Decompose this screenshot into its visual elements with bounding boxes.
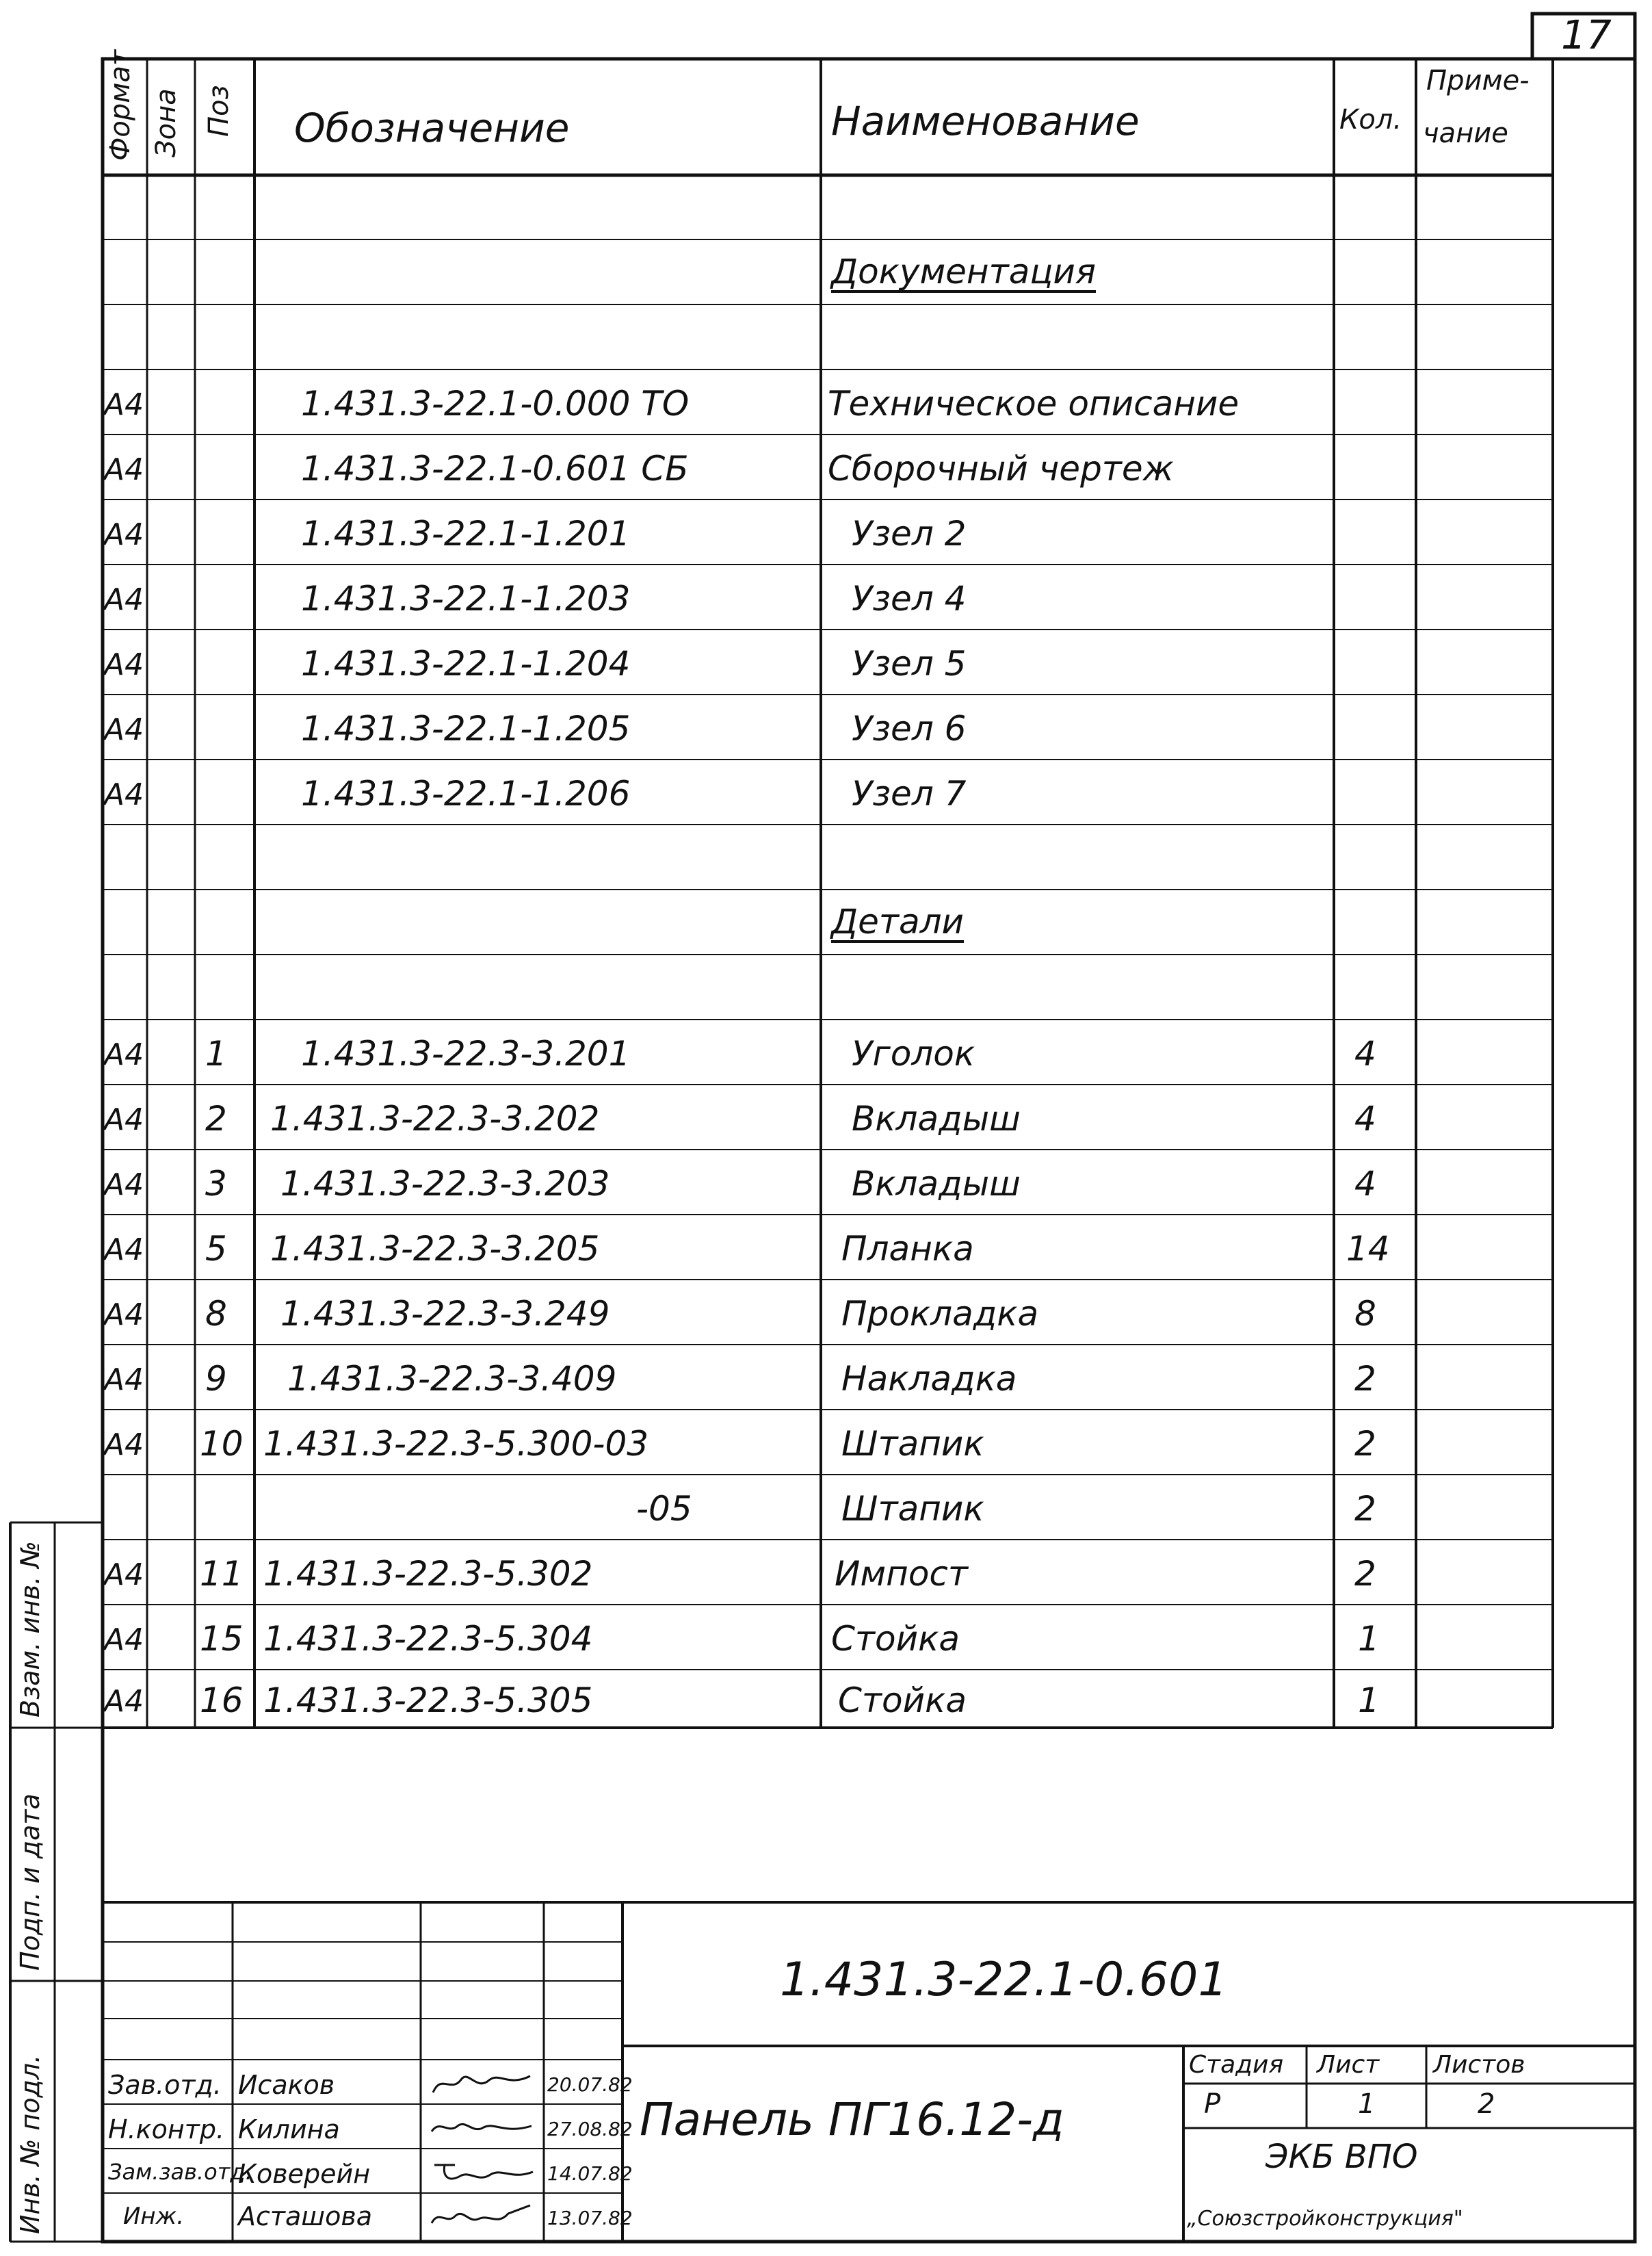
cell-designation: 1.431.3-22.1-1.204	[301, 644, 631, 684]
cell-name: Штапик	[841, 1489, 984, 1529]
cell-designation: 1.431.3-22.3-3.203	[280, 1164, 610, 1204]
cell-name: Техническое описание	[828, 384, 1240, 424]
cell-name: Узел 5	[852, 644, 967, 684]
cell-pos: 15	[200, 1619, 244, 1659]
signer-date: 27.08.82	[547, 2118, 633, 2140]
header-zone: Зона	[150, 88, 182, 157]
cell-format: А4	[104, 1622, 144, 1657]
cell-format: А4	[104, 452, 144, 487]
cell-designation: 1.431.3-22.3-3.249	[280, 1294, 610, 1334]
cell-qty: 2	[1354, 1489, 1376, 1529]
cell-qty: 8	[1354, 1294, 1376, 1334]
side-label-replace-inv: Взам. инв. №	[15, 1540, 45, 1717]
cell-designation: 1.431.3-22.1-1.205	[301, 709, 631, 749]
cell-format: А4	[104, 1232, 144, 1267]
cell-qty: 14	[1346, 1229, 1390, 1269]
sheet-label: Лист	[1317, 2051, 1380, 2079]
signer-role: Зам.зав.отд.	[108, 2159, 252, 2185]
cell-pos: 5	[205, 1229, 227, 1269]
cell-format: А4	[104, 1427, 144, 1462]
cell-qty: 2	[1354, 1359, 1376, 1399]
signer-date: 20.07.82	[547, 2073, 633, 2096]
cell-format: А4	[104, 582, 144, 617]
cell-format: А4	[104, 1362, 144, 1397]
header-pos: Поз	[203, 85, 235, 137]
cell-pos: 3	[205, 1164, 227, 1204]
cell-designation: 1.431.3-22.3-5.304	[263, 1619, 593, 1659]
organization-line1: ЭКБ ВПО	[1266, 2138, 1418, 2176]
cell-pos: 1	[205, 1034, 227, 1074]
cell-qty: 4	[1354, 1034, 1376, 1074]
cell-name: Уголок	[852, 1034, 975, 1074]
cell-format: А4	[104, 1037, 144, 1072]
header-format: Формат	[105, 49, 136, 161]
stage-value: Р	[1204, 2088, 1221, 2120]
cell-designation: 1.431.3-22.3-5.302	[263, 1554, 593, 1594]
cell-name: Прокладка	[841, 1294, 1039, 1334]
cell-qty: 2	[1354, 1554, 1376, 1594]
cell-qty: 2	[1354, 1424, 1376, 1464]
cell-format: А4	[104, 1102, 144, 1137]
cell-format: А4	[104, 387, 144, 422]
cell-pos: 16	[200, 1681, 244, 1720]
cell-format: А4	[104, 777, 144, 812]
cell-name: Вкладыш	[852, 1099, 1021, 1139]
signature	[428, 2155, 537, 2188]
cell-name: Узел 6	[852, 709, 967, 749]
cell-pos: 9	[205, 1359, 227, 1399]
cell-name: Импост	[835, 1554, 969, 1594]
signer-name: Исаков	[238, 2070, 335, 2100]
cell-designation: 1.431.3-22.1-1.206	[301, 774, 631, 814]
header-note-line2: чание	[1423, 118, 1508, 149]
signature	[428, 2111, 537, 2144]
cell-pos: 10	[200, 1424, 244, 1464]
cell-qty: 4	[1354, 1164, 1376, 1204]
cell-pos: 11	[200, 1554, 244, 1594]
cell-pos: 2	[205, 1099, 227, 1139]
cell-designation: -05	[636, 1489, 692, 1529]
sheet-value: 1	[1358, 2088, 1376, 2120]
cell-designation: 1.431.3-22.1-0.601 СБ	[301, 449, 689, 489]
cell-qty: 4	[1354, 1099, 1376, 1139]
cell-name: Стойка	[838, 1681, 967, 1720]
header-designation: Обозначение	[294, 105, 570, 151]
cell-designation: 1.431.3-22.1-1.201	[301, 514, 631, 554]
cell-format: А4	[104, 712, 144, 747]
cell-format: А4	[104, 517, 144, 552]
organization-line2: „Союзстройконструкция"	[1187, 2207, 1463, 2231]
signer-name: Асташова	[238, 2201, 373, 2231]
document-designation: 1.431.3-22.1-0.601	[780, 1953, 1228, 2007]
cell-format: А4	[104, 1684, 144, 1719]
signer-role: Н.контр.	[108, 2114, 225, 2144]
cell-name: Вкладыш	[852, 1164, 1021, 1204]
cell-designation: 1.431.3-22.3-3.409	[287, 1359, 617, 1399]
section-documentation: Документация	[831, 252, 1096, 291]
signer-name: Коверейн	[238, 2159, 371, 2189]
header-name: Наименование	[831, 98, 1140, 144]
cell-name: Стойка	[831, 1619, 960, 1659]
cell-designation: 1.431.3-22.1-1.203	[301, 579, 631, 619]
cell-format: А4	[104, 1557, 144, 1592]
cell-name: Штапик	[841, 1424, 984, 1464]
cell-qty: 1	[1358, 1681, 1380, 1720]
cell-format: А4	[104, 647, 144, 682]
cell-name: Накладка	[841, 1359, 1017, 1399]
header-qty: Кол.	[1339, 104, 1402, 135]
cell-designation: 1.431.3-22.3-5.300-03	[263, 1424, 649, 1464]
signer-role: Зав.отд.	[108, 2070, 222, 2100]
cell-pos: 8	[205, 1294, 227, 1334]
header-note-line1: Приме-	[1426, 65, 1530, 96]
stage-label: Стадия	[1189, 2051, 1284, 2079]
cell-name: Сборочный чертеж	[828, 449, 1174, 489]
document-title: Панель ПГ16.12-д	[640, 2093, 1064, 2146]
cell-designation: 1.431.3-22.3-5.305	[263, 1681, 593, 1720]
signer-name: Килина	[238, 2114, 340, 2144]
signature	[428, 2066, 537, 2099]
signer-role: Инж.	[123, 2203, 185, 2230]
side-label-inv-no: Инв. № подл.	[15, 2054, 45, 2234]
cell-designation: 1.431.3-22.3-3.202	[270, 1099, 600, 1139]
signature	[428, 2200, 537, 2233]
cell-name: Узел 7	[852, 774, 967, 814]
sheets-value: 2	[1478, 2088, 1495, 2120]
cell-designation: 1.431.3-22.3-3.205	[270, 1229, 600, 1269]
sheets-label: Листов	[1433, 2051, 1525, 2079]
cell-name: Узел 2	[852, 514, 967, 554]
signer-date: 13.07.82	[547, 2207, 633, 2229]
cell-name: Планка	[841, 1229, 974, 1269]
cell-format: А4	[104, 1297, 144, 1332]
cell-designation: 1.431.3-22.1-0.000 ТО	[301, 384, 690, 424]
cell-designation: 1.431.3-22.3-3.201	[301, 1034, 631, 1074]
section-details: Детали	[831, 902, 965, 942]
cell-format: А4	[104, 1167, 144, 1202]
sheet-number: 17	[1561, 12, 1612, 58]
cell-name: Узел 4	[852, 579, 967, 619]
side-label-sign-date: Подп. и дата	[15, 1793, 45, 1971]
cell-qty: 1	[1358, 1619, 1380, 1659]
signer-date: 14.07.82	[547, 2162, 633, 2185]
